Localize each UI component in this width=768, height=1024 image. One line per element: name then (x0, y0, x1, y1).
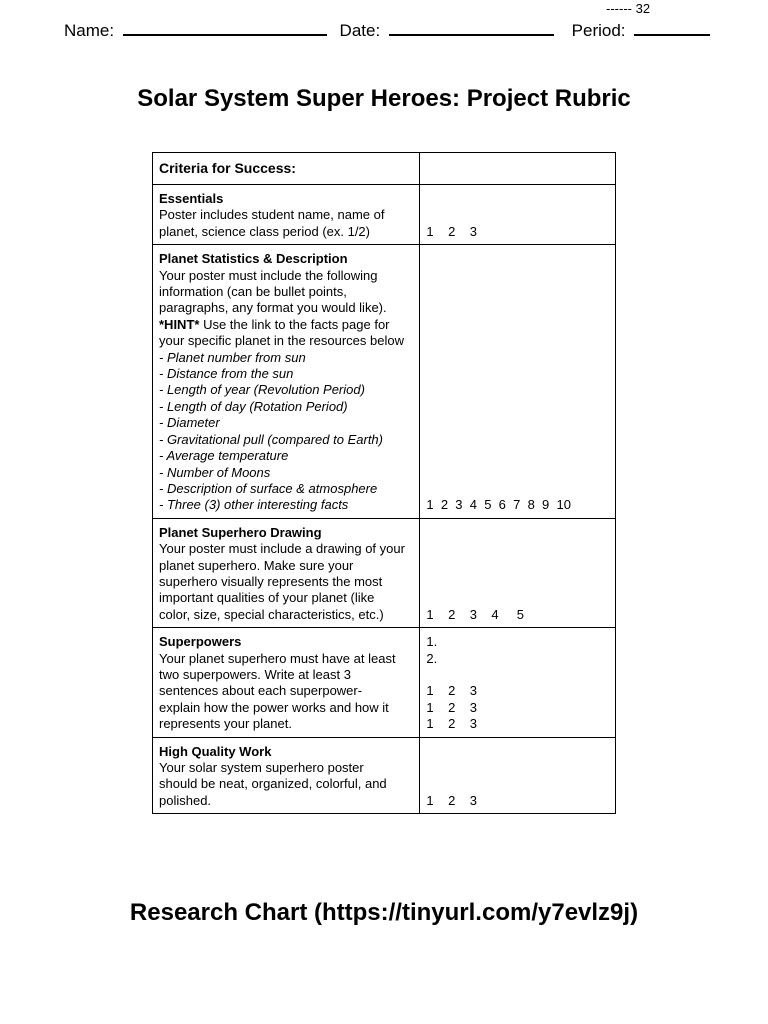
requirement-bullet: - Number of Moons (159, 464, 271, 480)
name-label: Name: (64, 21, 115, 40)
requirement-bullet: - Description of surface & atmosphere (159, 480, 378, 496)
criteria-text-line: sentences about each superpower- (159, 683, 363, 699)
hint-text: Use the link to the facts page for (199, 316, 390, 332)
score-cell (420, 628, 616, 737)
rubric-row (153, 185, 616, 245)
period-label: Period: (571, 21, 626, 40)
criteria-title: Planet Statistics & Description (159, 251, 348, 267)
page-number: ------ 32 (606, 1, 651, 16)
requirement-bullet: - Average temperature (159, 448, 289, 464)
score-scale[interactable]: 1 2 3 (426, 792, 477, 808)
criteria-cell (153, 628, 420, 737)
score-scale[interactable] (426, 667, 609, 683)
requirement-bullet: - Diameter (159, 415, 220, 431)
criteria-text-line: represents your planet. (159, 716, 292, 732)
requirement-bullet: - Length of year (Revolution Period) (159, 382, 365, 398)
criteria-title: Superpowers (159, 634, 242, 650)
criteria-title: High Quality Work (159, 743, 272, 759)
criteria-text-line: Your solar system superhero poster (159, 760, 364, 775)
criteria-cell (153, 737, 420, 814)
rubric-row (153, 737, 616, 814)
criteria-text-line: Your poster must include the following (159, 267, 378, 283)
criteria-cell (153, 185, 420, 245)
criteria-text-line: information (can be bullet points, (159, 284, 347, 300)
score-scale[interactable]: 1 2 3 (426, 683, 477, 699)
rubric-row (153, 245, 616, 519)
criteria-text-line: two superpowers. Write at least 3 (159, 666, 351, 682)
score-scale[interactable]: 1 2 3 4 5 (426, 606, 524, 622)
score-scale[interactable]: 1 2 3 4 5 6 7 8 9 10 (426, 497, 571, 513)
hint-label: *HINT* (159, 316, 200, 332)
criteria-text-line: color, size, special characteristics, etc.) (159, 606, 384, 622)
score-scale[interactable]: 1. (426, 634, 438, 650)
score-cell (420, 737, 616, 814)
hint-text-line: your specific planet in the resources below (159, 333, 404, 349)
period-blank[interactable] (634, 18, 710, 36)
criteria-header: Criteria for Success: (153, 153, 420, 185)
score-scale[interactable]: 1 2 3 (426, 716, 477, 732)
name-blank[interactable] (123, 18, 327, 36)
criteria-cell (153, 518, 420, 627)
requirement-bullet: - Gravitational pull (compared to Earth) (159, 431, 383, 447)
requirement-bullet: - Three (3) other interesting facts (159, 497, 349, 513)
criteria-text-line: planet, science class period (ex. 1/2) (159, 223, 370, 239)
criteria-text-line: explain how the power works and how it (159, 699, 389, 715)
rubric-table (152, 152, 616, 814)
score-header (420, 153, 616, 185)
criteria-text-line: polished. (159, 792, 212, 808)
criteria-title: Essentials (159, 191, 224, 206)
criteria-text-line: planet superhero. Make sure your (159, 557, 354, 573)
requirement-bullet: - Length of day (Rotation Period) (159, 398, 348, 414)
score-cell (420, 518, 616, 627)
date-label: Date: (339, 21, 381, 40)
score-scale[interactable]: 1 2 3 (426, 223, 477, 239)
requirement-bullet: - Planet number from sun (159, 349, 306, 365)
score-scale[interactable]: 1 2 3 (426, 699, 477, 715)
criteria-text-line: Your planet superhero must have at least (159, 650, 396, 666)
rubric-header-row (153, 153, 616, 185)
criteria-text-line: superhero visually represents the most (159, 573, 383, 589)
score-scale[interactable]: 2. (426, 650, 438, 666)
score-cell (420, 185, 616, 245)
criteria-text-line: Your poster must include a drawing of your (159, 541, 405, 557)
rubric-row (153, 518, 616, 627)
requirement-bullet: - Distance from the sun (159, 366, 294, 382)
hint-line (159, 317, 415, 333)
rubric-row (153, 628, 616, 737)
criteria-text-line: should be neat, organized, colorful, and (159, 776, 387, 792)
score-cell (420, 245, 616, 519)
page-title: Solar System Super Heroes: Project Rubric (137, 85, 631, 112)
research-chart-link[interactable]: Research Chart (https://tinyurl.com/y7evlz9j) (129, 899, 639, 926)
criteria-text-line: paragraphs, any format you would like). (159, 300, 387, 316)
criteria-text-line: Poster includes student name, name of (159, 207, 385, 223)
criteria-cell (153, 245, 420, 519)
criteria-title: Planet Superhero Drawing (159, 524, 322, 540)
criteria-text-line: important qualities of your planet (like (159, 590, 375, 606)
date-blank[interactable] (389, 18, 554, 36)
student-info-header (64, 18, 704, 42)
